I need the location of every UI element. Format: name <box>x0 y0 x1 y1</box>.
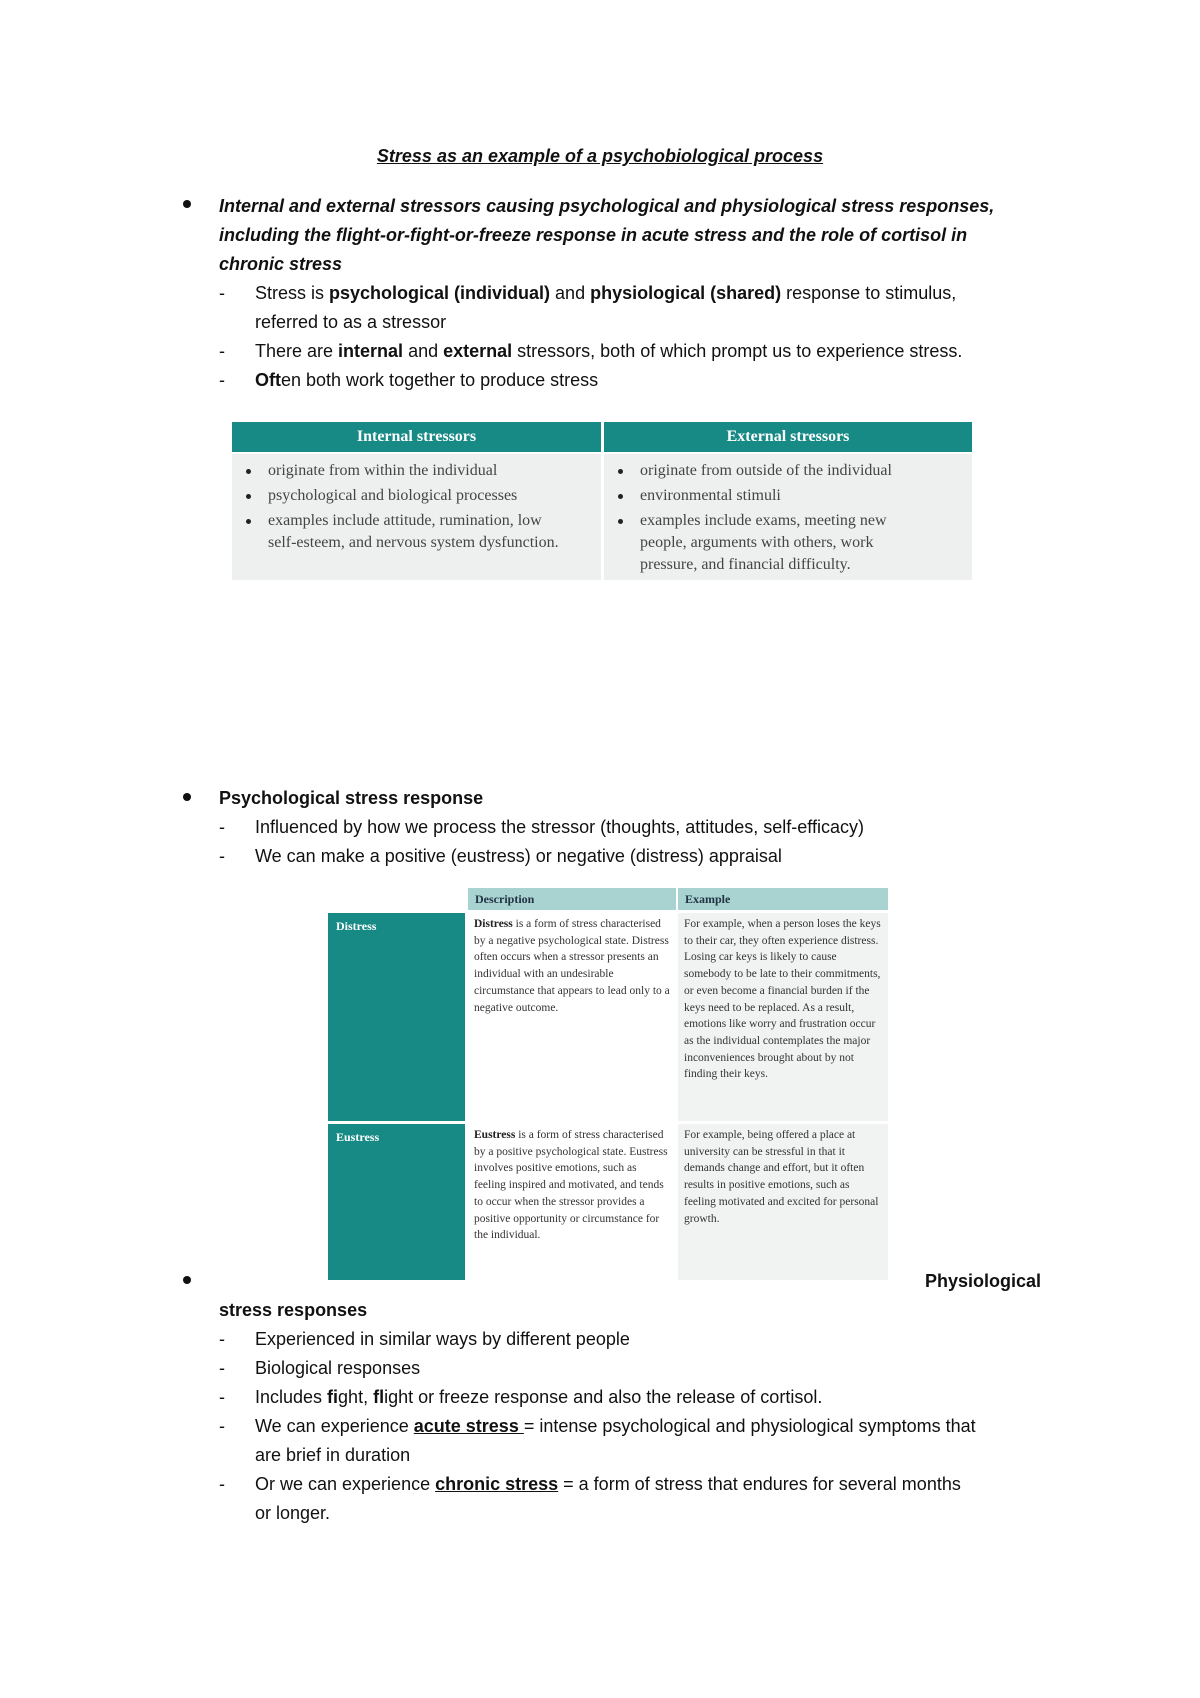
section1-heading <box>219 192 1059 279</box>
heading-line: including the flight-or-fight-or-freeze response in acute stress and the role of cortisol in <box>219 225 968 245</box>
list-item: - Stress is psychological (individual) and physiological (shared) response to stimulus, referred to as a stressor <box>219 283 957 332</box>
heading-line: Internal and external stressors causing psychological and physiological stress responses, <box>219 196 995 216</box>
bullet <box>183 793 191 801</box>
list-item: examples include attitude, rumination, low self-esteem, and nervous system dysfunction. <box>268 510 568 554</box>
table-cell <box>604 454 972 580</box>
list-item: - Experienced in similar ways by different people <box>219 1329 630 1349</box>
table-cell: Distress is a form of stress characterised by a negative psychological state. Distress often occurs when a stressor presents an individual with an undesirable circumstance that appears to lead only to a negative outcome. <box>474 918 670 1014</box>
list-item: environmental stimuli <box>640 485 972 507</box>
list-item: - Biological responses <box>219 1358 421 1378</box>
table-cell: Eustress is a form of stress characterised by a positive psychological state. Eustress involves positive emotions, such as feeling inspired and motivated, and tends to occur when the stressor provides a positive opportunity or circumstance for the individual. <box>474 1129 668 1242</box>
bullet <box>183 200 191 208</box>
list-item: - Includes fight, flight or freeze response and also the release of cortisol. <box>219 1387 823 1407</box>
table-header: Example <box>678 888 888 910</box>
row-label: Eustress <box>328 1124 465 1280</box>
table-cell: For example, being offered a place at university can be stressful in that it demands change and effort, but it often results in positive emotions, such as feeling motivated and excited for personal growth. <box>678 1124 888 1280</box>
section3-heading-b: stress responses <box>219 1300 368 1320</box>
list-item: originate from outside of the individual <box>640 460 972 482</box>
list-item: - We can make a positive (eustress) or negative (distress) appraisal <box>219 846 782 866</box>
stressors-table <box>232 422 972 580</box>
list-item: - Influenced by how we process the stressor (thoughts, attitudes, self-efficacy) <box>219 817 864 837</box>
row-label: Distress <box>328 913 465 1121</box>
list-item: - We can experience acute stress = intense psychological and physiological symptoms that are brief in duration <box>219 1416 976 1465</box>
list-item: examples include exams, meeting new people, arguments with others, work pressure, and financial difficulty. <box>640 510 930 576</box>
table-cell <box>232 454 601 580</box>
list-item: psychological and biological processes <box>268 485 601 507</box>
distress-eustress-table <box>328 888 888 1280</box>
page-title: Stress as an example of a psychobiological process <box>376 146 824 166</box>
table-cell: For example, when a person loses the keys to their car, they often experience distress. Losing car keys is likely to cause somebody to be late to their commitments, or even become a financial burden if the keys need to be replaced. As a result, emotions like worry and frustration occur as the individual contemplates the major inconveniences brought about by not finding their keys. <box>678 913 888 1121</box>
list-item: - There are internal and external stressors, both of which prompt us to experience stress. <box>219 341 963 361</box>
bullet <box>183 1276 191 1284</box>
section2-heading: Psychological stress response <box>219 788 484 808</box>
table-header: Description <box>468 888 676 910</box>
list-item: - Often both work together to produce stress <box>219 370 599 390</box>
table-header: External stressors <box>604 422 972 452</box>
list-item: originate from within the individual <box>268 460 601 482</box>
heading-line: chronic stress <box>219 254 343 274</box>
table-header: Internal stressors <box>232 422 601 452</box>
section3-heading-a: Physiological <box>925 1271 1042 1291</box>
list-item: - Or we can experience chronic stress = a form of stress that endures for several months or longer. <box>219 1474 961 1523</box>
